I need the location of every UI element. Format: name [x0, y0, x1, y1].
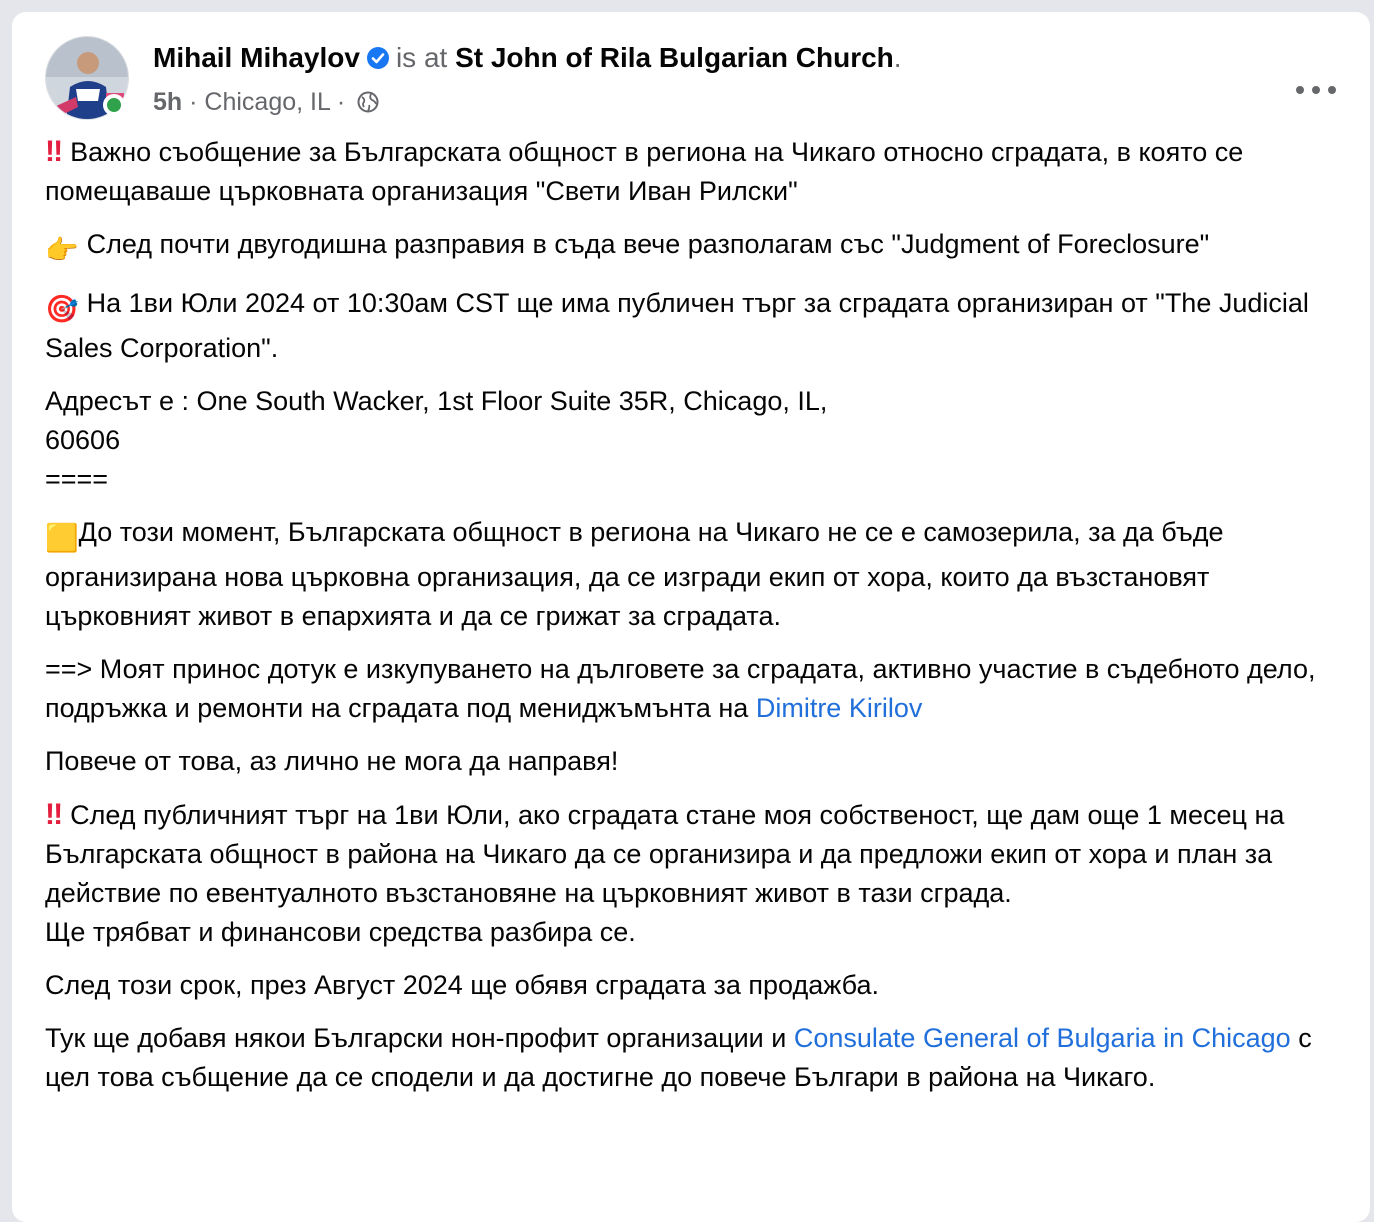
- post-meta: [153, 86, 380, 122]
- paragraph-address: [45, 382, 1345, 499]
- yellow-square-icon: 🟨: [45, 523, 79, 553]
- online-status-indicator: [103, 94, 125, 116]
- meta-separator: ·: [336, 88, 346, 116]
- more-options-icon[interactable]: [1296, 80, 1336, 100]
- verified-badge-icon: [366, 41, 390, 81]
- paragraph-text: До този момент, Българската общност в региона на Чикаго не се е самозерила, за да бъде организирана нова църковна организация, да се изгради екип от хора, които да възстановят църковният живот в епархията и да се грижат за сградата.: [45, 517, 1224, 631]
- paragraph-7: [45, 742, 1345, 781]
- paragraph-text: След публичният търг на 1ви Юли, ако сградата стане моя собственост, ще дам още 1 месец на Българската общност в района на Чикаго да се организира и да предложи екип от хора и план за действие по евентуалното възстановяне на църковният живот в тази сграда.: [45, 800, 1285, 908]
- paragraph-text: Важно съобщение за Българската общност в региона на Чикаго относно сградата, в която се помещаваше църковната организация "Свети Иван Рилски": [45, 137, 1244, 206]
- paragraph-3: [45, 284, 1345, 368]
- globe-icon[interactable]: [356, 90, 380, 122]
- double-exclamation-icon: ‼: [45, 135, 59, 168]
- paragraph-5: [45, 513, 1345, 636]
- title-period: .: [893, 42, 902, 73]
- paragraph-text: Ще трябват и финансови средства разбира се.: [45, 917, 636, 947]
- post-header: [45, 36, 1370, 136]
- place-name[interactable]: St John of Rila Bulgarian Church: [455, 42, 894, 73]
- target-icon: 🎯: [45, 294, 79, 324]
- paragraph-text: ==> Моят принос дотук е изкупуването на дълговете за сградата, активно участие в съдебното дело, подръжка и ремонти на сградата под мениджъмънта на: [45, 654, 1316, 723]
- author-name[interactable]: Mihail Mihaylov: [153, 42, 360, 73]
- post-time[interactable]: 5h: [153, 88, 183, 116]
- paragraph-8: [45, 795, 1345, 952]
- paragraph-text: След този срок, през Август 2024 ще обявя сградата за продажба.: [45, 970, 879, 1000]
- mention-dimitre-kirilov[interactable]: Dimitre Kirilov: [755, 693, 923, 723]
- paragraph-text: След почти двугодишна разправия в съда вече разполагам със "Judgment of Foreclosure": [86, 229, 1210, 259]
- paragraph-1: [45, 132, 1345, 211]
- paragraph-2: [45, 225, 1345, 270]
- post-body: [45, 132, 1345, 1111]
- paragraph-6: [45, 650, 1345, 728]
- post-location[interactable]: Chicago, IL: [204, 88, 330, 116]
- paragraph-9: [45, 966, 1345, 1005]
- meta-separator: ·: [189, 88, 198, 116]
- divider-text: ====: [45, 464, 109, 494]
- zip-line: 60606: [45, 425, 121, 455]
- address-line: Адресът е : One South Wacker, 1st Floor Suite 35R, Chicago, IL,: [45, 386, 828, 416]
- paragraph-text: Тук ще добавя някои Български нон-профит организации и: [45, 1023, 787, 1053]
- post-card: [12, 12, 1370, 1222]
- mention-consulate[interactable]: Consulate General of Bulgaria in Chicago: [793, 1023, 1291, 1053]
- double-exclamation-icon: ‼: [45, 798, 59, 831]
- pointing-hand-icon: 👉: [45, 235, 79, 265]
- paragraph-text: На 1ви Юли 2024 от 10:30ам CST ще има публичен търг за сградата организиран от "The Judicial Sales Corporation".: [45, 288, 1309, 363]
- paragraph-10: [45, 1019, 1345, 1097]
- post-title: [153, 38, 902, 81]
- paragraph-text: с цел това събщение да се сподели и да достигне до повече Българи в района на Чикаго.: [45, 1023, 1312, 1092]
- is-at-text: is at: [395, 42, 448, 73]
- paragraph-text: Повече от това, аз лично не мога да направя!: [45, 746, 619, 776]
